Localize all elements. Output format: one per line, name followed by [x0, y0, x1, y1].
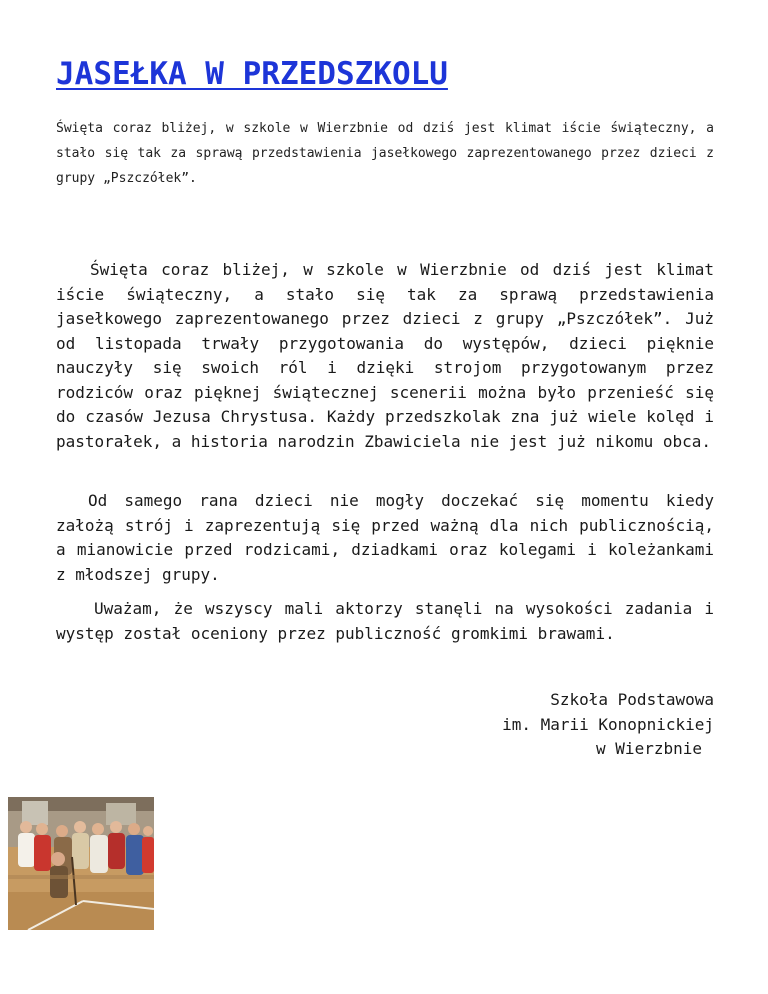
article-intro: Święta coraz bliżej, w szkole w Wierzbnie od dziś jest klimat iście świąteczny, a stało się tak za sprawą przedstawienia jasełkowego zaprezentowanego przez dzieci z grupy „Pszczółek”. [56, 121, 714, 186]
paragraph-2: Od samego rana dzieci nie mogły doczekać się momentu kiedy założą strój i zaprezentują się przed ważną dla nich publicznością, a mianowicie przed rodzicami, dziadkami oraz kolegami i koleżankami z młodszej grupy. [56, 491, 714, 584]
nativity-play-photo[interactable] [8, 797, 154, 930]
signature-town: w Wierzbnie [596, 739, 702, 758]
paragraph-3: Uważam, że wszyscy mali aktorzy stanęli na wysokości zadania i występ został oceniony przez publiczność gromkimi brawami. [56, 599, 714, 643]
article-title[interactable]: JASEŁKA W PRZEDSZKOLU [56, 56, 448, 92]
signature-patron: im. Marii Konopnickiej [502, 714, 714, 734]
signature-school: Szkoła Podstawowa [550, 690, 714, 709]
signature [414, 688, 714, 762]
paragraph-1: Święta coraz bliżej, w szkole w Wierzbnie od dziś jest klimat iście świąteczny, a stało się tak za sprawą przedstawienia jasełkowego zaprezentowanego przez dzieci z grupy „Pszczółek”. Już od listopada trwały przygotowania do występów, dzieci pięknie nauczyły się swoich ról i dzięki strojom przygotowanym przez rodziców oraz pięknej świątecznej scenerii można było przenieść się do czasów Jezusa Chrystusa. Każdy przedszkolak zna już wiele kolęd i pastorałek, a historia narodzin Zbawiciela nie jest już nikomu obca. [56, 260, 714, 451]
